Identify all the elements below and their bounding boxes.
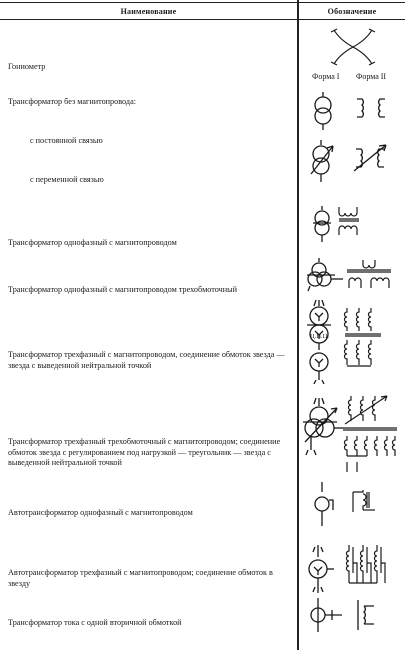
transformer-three-phase-form2-symbol <box>343 306 383 374</box>
transformer-three-winding-form1-symbol <box>305 258 345 292</box>
row-constant-coupling-name: с постоянной связью <box>30 136 103 145</box>
form-2-label: Форма II <box>356 72 387 81</box>
current-transformer-form2-symbol <box>352 600 380 630</box>
goniometer-symbol <box>328 26 378 68</box>
three-phase-symbol-label: Ц.Н.Ц. <box>310 333 329 340</box>
transformer-three-winding-form2-symbol <box>345 258 393 290</box>
form-1-label: Форма I <box>312 72 340 81</box>
row-single-phase-three-winding-name: Трансформатор однофазный с магнитопроводом трехобмоточный <box>8 285 237 294</box>
row-transformer-no-core-name: Трансформатор без магнитопровода: <box>8 97 136 106</box>
autotransformer-three-phase-form1-symbol <box>306 545 334 593</box>
transformer-regulated-form1-symbol <box>303 398 343 458</box>
transformer-constant-form2-symbol <box>355 97 387 119</box>
transformer-variable-form2-symbol <box>352 143 390 175</box>
row-variable-coupling-name: с переменной связью <box>30 175 104 184</box>
name-column-header: Наименование <box>120 6 177 16</box>
transformer-single-phase-form1-symbol <box>311 206 333 242</box>
row-three-phase-star-star-name: Трансформатор трехфазный с магнитопроводом, соединение обмоток звезда — звезда с выведенной нейтральной точкой <box>8 350 285 370</box>
autotransformer-single-form2-symbol <box>351 488 377 516</box>
autotransformer-three-phase-form2-symbol <box>343 543 389 595</box>
row-single-phase-name: Трансформатор однофазный с магнитопроводом <box>8 238 177 247</box>
symbol-column-header: Обозначение <box>327 6 377 16</box>
transformer-single-phase-form2-symbol <box>337 205 361 237</box>
row-autotransformer-three-phase-name: Автотрансформатор трехфазный с магнитопроводом; соединение обмоток в звезду <box>8 568 273 588</box>
transformer-three-phase-form1-symbol <box>305 300 337 384</box>
row-goniometer-name: Гониометр <box>8 62 46 71</box>
row-autotransformer-single-name: Автотрансформатор однофазный с магнитопроводом <box>8 508 193 517</box>
transformer-regulated-form2-symbol <box>343 392 399 476</box>
row-current-transformer-name: Трансформатор тока с одной вторичной обмоткой <box>8 618 182 627</box>
transformer-variable-form1-symbol <box>309 140 337 182</box>
table-header-border <box>0 19 405 20</box>
transformer-constant-form1-symbol <box>313 92 333 130</box>
autotransformer-single-form1-symbol <box>314 482 334 526</box>
row-three-phase-three-winding-name: Трансформатор трехфазный трехобмоточный с магнитопроводом; соединение обмоток звезда с регулированием под нагрузкой — треугольник — звезда с выведенной нейтральной точкой <box>8 437 281 467</box>
current-transformer-form1-symbol <box>308 598 344 632</box>
